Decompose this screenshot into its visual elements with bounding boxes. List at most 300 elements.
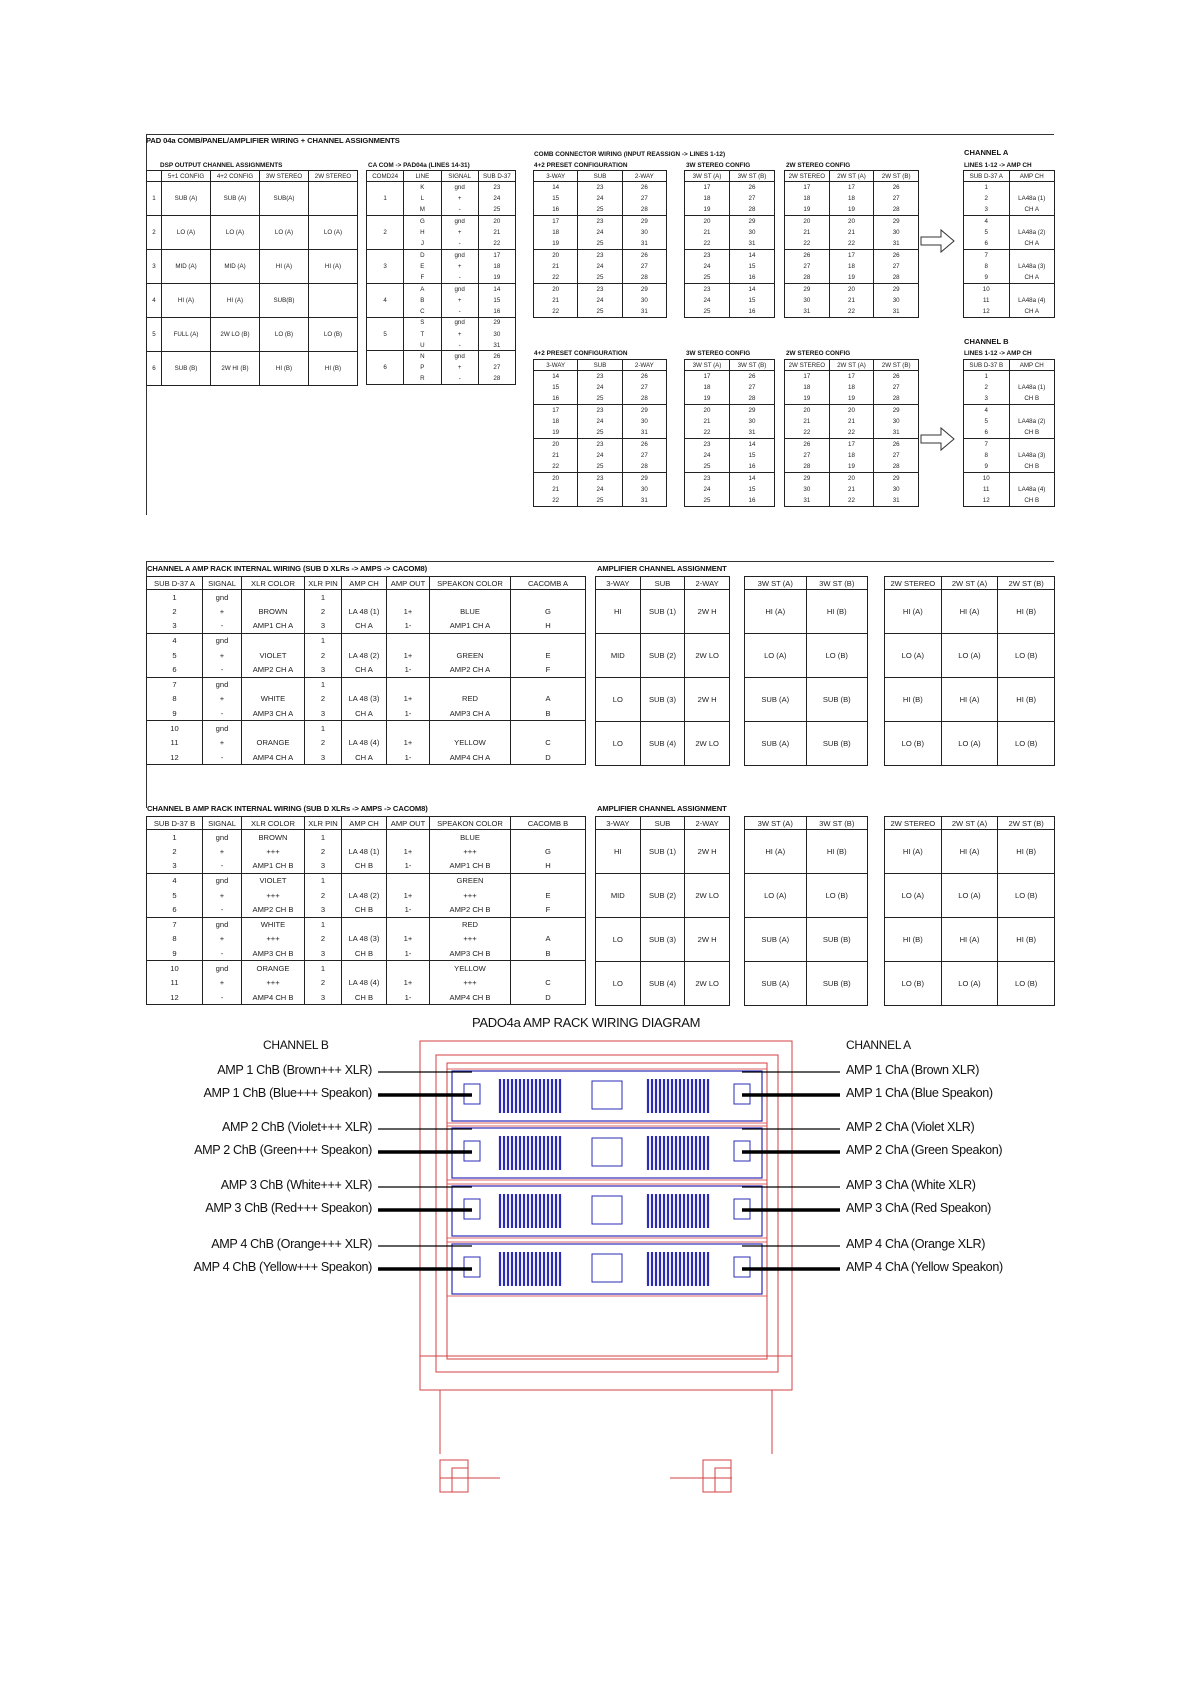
table-cell: 23 [578, 250, 622, 261]
table-cell: LO (A) [309, 216, 358, 250]
table-cell: 7 [964, 250, 1010, 261]
table-cell: LA 48 (1) [342, 844, 387, 859]
group-number: 1 [367, 182, 404, 216]
table-cell: 23 [578, 182, 622, 193]
table-cell: 2W LO (B) [211, 318, 260, 352]
table-cell: 31 [478, 340, 515, 351]
table-cell: 23 [578, 472, 622, 483]
table-cell: LO [596, 678, 641, 722]
table-cell: U [404, 340, 441, 351]
table-cell: 20 [829, 405, 874, 416]
table-cell: SUB (A) [162, 182, 211, 216]
table-cell: 2W LO [685, 634, 730, 678]
table-cell: 31 [874, 427, 919, 438]
table-cell: 28 [874, 204, 919, 215]
column-header: SIGNAL [441, 171, 478, 182]
table-cell: 28 [622, 204, 666, 215]
wire-label: AMP 2 ChA (Green Speakon) [846, 1143, 1003, 1157]
table-cell: LA 48 (3) [342, 932, 387, 947]
table-cell: AMP2 CH A [242, 662, 305, 677]
table-cell: 17 [785, 371, 830, 382]
table-cell: 19 [785, 393, 830, 404]
table-cell: 19 [829, 393, 874, 404]
table-cell: 14 [534, 371, 578, 382]
table-cell: LO (A) [885, 874, 942, 918]
table-cell: 27 [874, 450, 919, 461]
cacom-title: CA COM -> PAD04a (LINES 14-31) [368, 162, 470, 169]
table-cell: B [511, 706, 586, 721]
table-cell: YELLOW [430, 735, 511, 750]
table-cell: 14 [730, 283, 775, 294]
table-cell: SUB (1) [640, 830, 685, 874]
table-cell: 23 [685, 250, 730, 261]
table-cell: 22 [829, 306, 874, 317]
table-cell: 30 [730, 227, 775, 238]
channel-a-heading: CHANNEL A [964, 148, 1009, 157]
table-cell: 31 [874, 495, 919, 506]
table-cell: 23 [578, 283, 622, 294]
table-cell: AMP1 CH A [242, 619, 305, 634]
table-cell: 16 [478, 306, 515, 317]
table-cell: 14 [730, 250, 775, 261]
table-cell: LA48a (2) [1009, 227, 1055, 238]
table-cell: LA 48 (1) [342, 604, 387, 619]
table-cell: L [404, 193, 441, 204]
table-cell: RED [430, 917, 511, 932]
table-cell: 26 [874, 250, 919, 261]
table-cell: 31 [730, 238, 775, 249]
table-cell: HI (A) [211, 284, 260, 318]
table-cell: 1 [147, 182, 162, 216]
column-header: 2W ST (A) [941, 817, 998, 830]
table-cell: MID (A) [162, 250, 211, 284]
table-cell: 6 [147, 902, 203, 917]
table-cell: 3 [305, 706, 342, 721]
table-cell: HI (A) [260, 250, 309, 284]
table-cell: - [441, 306, 478, 317]
table-cell: 21 [534, 450, 578, 461]
table-cell: HI [596, 590, 641, 634]
table-cell: 17 [685, 371, 730, 382]
table-cell: - [203, 946, 242, 961]
column-header: 2-WAY [622, 360, 666, 371]
table-cell: 23 [578, 439, 622, 450]
table-cell: HI (B) [998, 590, 1055, 634]
table-cell: LO (B) [309, 318, 358, 352]
table-cell: 5 [147, 888, 203, 903]
wire-label: AMP 4 ChB (Yellow+++ Speakon) [193, 1260, 372, 1274]
table-cell: 15 [730, 295, 775, 306]
table-cell: 29 [622, 405, 666, 416]
table-cell: 3 [147, 859, 203, 874]
table-cell: CH B [342, 902, 387, 917]
wire-label: AMP 3 ChB (White+++ XLR) [220, 1178, 372, 1192]
column-header: XLR COLOR [242, 577, 305, 590]
column-header: SUB [578, 360, 622, 371]
table-cell: AMP1 CH A [430, 619, 511, 634]
column-header: 3W ST (A) [685, 171, 730, 182]
lines-b-title: LINES 1-12 -> AMP CH [964, 350, 1032, 357]
table-cell: 22 [785, 427, 830, 438]
table-cell: 20 [534, 472, 578, 483]
table-cell: 26 [622, 371, 666, 382]
table-cell: - [441, 272, 478, 283]
column-header: COMD24 [367, 171, 404, 182]
table-cell: 18 [829, 261, 874, 272]
table-cell: 1+ [387, 888, 430, 903]
table-cell: F [404, 272, 441, 283]
column-header: CACOMB A [511, 577, 586, 590]
table-cell: 1 [305, 633, 342, 648]
table-cell: 1- [387, 750, 430, 765]
table-cell: 2 [305, 692, 342, 707]
table-cell: 15 [534, 382, 578, 393]
table-cell: +++ [242, 844, 305, 859]
table-cell: 19 [829, 204, 874, 215]
table-cell: D [404, 249, 441, 260]
column-header: 3W STEREO [260, 171, 309, 182]
table-cell: RED [430, 692, 511, 707]
column-header: 3W ST (A) [685, 360, 730, 371]
table-cell: 6 [964, 427, 1010, 438]
table-cell: +++ [242, 975, 305, 990]
table-cell: 31 [785, 495, 830, 506]
table-cell: 1- [387, 859, 430, 874]
connector-icon [464, 1257, 480, 1277]
table-cell: 27 [730, 193, 775, 204]
table-cell: 30 [874, 484, 919, 495]
table-cell: LO (A) [211, 216, 260, 250]
table-cell: 3 [305, 859, 342, 874]
connector-icon [734, 1257, 750, 1277]
table-cell: gnd [441, 249, 478, 260]
table-cell: 16 [730, 461, 775, 472]
table-cell: 29 [730, 405, 775, 416]
column-header: AMP CH [342, 817, 387, 830]
table-cell: 27 [622, 382, 666, 393]
table-cell: - [441, 238, 478, 249]
table-cell: - [203, 990, 242, 1005]
table-cell: SUB (A) [745, 678, 807, 722]
table-cell: 26 [478, 351, 515, 362]
table-cell: 21 [478, 227, 515, 238]
arrow-icon [921, 428, 954, 450]
table-cell: 20 [534, 283, 578, 294]
table-cell: MID [596, 874, 641, 918]
table-cell: CH A [1009, 306, 1055, 317]
page-title: PAD 04a COMB/PANEL/AMPLIFIER WIRING + CHANNEL ASSIGNMENTS [146, 136, 400, 145]
table-cell: B [404, 294, 441, 305]
table-cell: 27 [622, 261, 666, 272]
table-cell: LO (B) [806, 634, 868, 678]
table-cell: HI (B) [885, 918, 942, 962]
column-header: 2W ST (B) [874, 171, 919, 182]
table-cell: 20 [829, 472, 874, 483]
table-cell: 5 [147, 318, 162, 352]
column-header: SIGNAL [203, 577, 242, 590]
table-cell: LO (A) [745, 874, 807, 918]
wire-label: AMP 3 ChA (White XLR) [846, 1178, 976, 1192]
table-cell: 26 [785, 250, 830, 261]
table-cell: 17 [829, 439, 874, 450]
table-cell: D [511, 990, 586, 1005]
table-cell: 25 [578, 461, 622, 472]
table-cell: 21 [685, 227, 730, 238]
table-cell: 14 [534, 182, 578, 193]
table-cell: 18 [785, 193, 830, 204]
table-cell: 5 [964, 416, 1010, 427]
column-header: 3W ST (B) [806, 817, 868, 830]
table-cell: 18 [685, 193, 730, 204]
table-cell: gnd [203, 830, 242, 845]
table-cell: LO [596, 722, 641, 766]
table-cell: R [404, 374, 441, 385]
table-cell: 20 [534, 250, 578, 261]
table-cell: 16 [730, 495, 775, 506]
table-cell: AMP3 CH B [242, 946, 305, 961]
wire-label: AMP 4 ChB (Orange+++ XLR) [211, 1237, 372, 1251]
table-cell: 4 [964, 216, 1010, 227]
diagram-title: PADO4a AMP RACK WIRING DIAGRAM [472, 1015, 701, 1030]
table-cell: + [441, 362, 478, 373]
table-cell: gnd [203, 677, 242, 692]
table-cell: M [404, 204, 441, 215]
table-cell: SUB (A) [745, 962, 807, 1006]
table-cell: 20 [534, 439, 578, 450]
display-icon [592, 1081, 622, 1109]
table-cell: 28 [622, 393, 666, 404]
table-cell: HI (A) [941, 918, 998, 962]
table-cell: 21 [785, 227, 830, 238]
column-header: 2W STEREO [785, 171, 830, 182]
table-cell: AMP2 CH B [242, 902, 305, 917]
table-cell: 25 [685, 306, 730, 317]
table-cell: 1- [387, 902, 430, 917]
table-cell: 25 [578, 393, 622, 404]
table-cell: LO (B) [998, 722, 1055, 766]
table-cell: 28 [622, 272, 666, 283]
table-cell: SUB(A) [260, 182, 309, 216]
rack-a-title: CHANNEL A AMP RACK INTERNAL WIRING (SUB D XLRs -> AMPS -> CACOM8) [147, 564, 428, 573]
column-header: SUB D-37 A [147, 577, 203, 590]
table-cell: SUB (B) [162, 352, 211, 386]
table-cell: CH B [1009, 427, 1055, 438]
table-cell: 3 [147, 250, 162, 284]
table-cell: 22 [478, 238, 515, 249]
table-cell: - [203, 619, 242, 634]
column-header: SPEAKON COLOR [430, 577, 511, 590]
table-cell: 2 [964, 382, 1010, 393]
column-header: 3W ST (B) [730, 360, 775, 371]
table-cell: 20 [685, 216, 730, 227]
table-cell: 24 [578, 261, 622, 272]
table-cell: HI (A) [885, 590, 942, 634]
rack-b-title: CHANNEL B AMP RACK INTERNAL WIRING (SUB D XLRs -> AMPS -> CACOM8) [147, 804, 428, 813]
wire-label: AMP 2 ChB (Violet+++ XLR) [221, 1120, 372, 1134]
table-cell: 7 [147, 917, 203, 932]
table-cell: + [203, 844, 242, 859]
table-cell: 30 [622, 295, 666, 306]
table-cell: HI (A) [162, 284, 211, 318]
column-header: AMP OUT [387, 577, 430, 590]
table-cell: 8 [964, 261, 1010, 272]
column-header: SUB D-37 [478, 171, 515, 182]
column-header: SUB [640, 817, 685, 830]
table-cell: 29 [478, 317, 515, 328]
table-cell: LA 48 (3) [342, 692, 387, 707]
table-cell: 29 [730, 216, 775, 227]
lower-3w-title: 3W STEREO CONFIG [686, 350, 751, 357]
table-cell: +++ [430, 844, 511, 859]
table-cell: LO (A) [745, 634, 807, 678]
wire-label: AMP 1 ChA (Blue Speakon) [846, 1086, 993, 1100]
table-cell: 20 [478, 215, 515, 226]
column-header: XLR COLOR [242, 817, 305, 830]
table-cell: 29 [874, 405, 919, 416]
table-cell: +++ [430, 888, 511, 903]
table-cell: + [441, 261, 478, 272]
table-cell: 25 [578, 306, 622, 317]
table-cell: 1 [305, 721, 342, 736]
table-cell: 3 [305, 902, 342, 917]
column-header: 3-WAY [596, 817, 641, 830]
column-header: AMP CH [1009, 171, 1055, 182]
table-cell: 17 [478, 249, 515, 260]
lines-a-title: LINES 1-12 -> AMP CH [964, 162, 1032, 169]
table-cell: 16 [730, 272, 775, 283]
table-cell: 26 [622, 439, 666, 450]
group-number: 6 [367, 351, 404, 385]
table-cell: 17 [829, 371, 874, 382]
table-cell: 15 [730, 450, 775, 461]
table-cell: 25 [685, 461, 730, 472]
table-cell: 18 [685, 382, 730, 393]
upper-3w-title: 3W STEREO CONFIG [686, 162, 751, 169]
table-cell: 1+ [387, 648, 430, 663]
table-cell: 21 [829, 227, 874, 238]
table-cell: 21 [785, 416, 830, 427]
table-cell: SUB (A) [745, 722, 807, 766]
table-cell: HI (B) [998, 830, 1055, 874]
table-cell: HI (A) [941, 678, 998, 722]
table-cell: 20 [829, 283, 874, 294]
table-cell: 21 [829, 295, 874, 306]
table-cell: 1- [387, 706, 430, 721]
table-cell: gnd [203, 917, 242, 932]
table-cell: 11 [147, 975, 203, 990]
table-cell: + [203, 692, 242, 707]
table-cell: 15 [730, 261, 775, 272]
table-cell: 20 [785, 216, 830, 227]
table-cell: 22 [829, 238, 874, 249]
table-cell: 2 [305, 932, 342, 947]
table-cell: 3 [305, 946, 342, 961]
column-header: 2-WAY [622, 171, 666, 182]
table-cell: 8 [964, 450, 1010, 461]
table-cell: 26 [622, 250, 666, 261]
table-cell: 31 [785, 306, 830, 317]
table-cell: gnd [441, 215, 478, 226]
table-cell: WHITE [242, 692, 305, 707]
table-cell: 2 [964, 193, 1010, 204]
wire-label: AMP 3 ChA (Red Speakon) [846, 1201, 992, 1215]
table-cell: 25 [685, 495, 730, 506]
table-cell: 22 [534, 306, 578, 317]
table-cell: 2W LO [685, 722, 730, 766]
table-cell: AMP4 CH A [430, 750, 511, 765]
table-cell: 29 [622, 216, 666, 227]
table-cell: 2W LO [685, 874, 730, 918]
table-cell: 22 [534, 461, 578, 472]
table-cell: - [203, 750, 242, 765]
table-cell: 17 [829, 182, 874, 193]
table-cell: + [441, 193, 478, 204]
table-cell: 12 [147, 750, 203, 765]
table-cell: 3 [305, 619, 342, 634]
table-cell: 21 [829, 416, 874, 427]
table-cell: - [203, 662, 242, 677]
table-cell: 20 [829, 216, 874, 227]
table-cell: WHITE [242, 917, 305, 932]
table-cell: CH B [342, 946, 387, 961]
table-cell: 1+ [387, 975, 430, 990]
table-cell: - [441, 340, 478, 351]
table-cell: - [441, 204, 478, 215]
table-cell: 26 [874, 439, 919, 450]
table-cell: 1 [305, 917, 342, 932]
column-header: AMP OUT [387, 817, 430, 830]
table-cell: +++ [430, 975, 511, 990]
column-header: 3W ST (A) [745, 817, 807, 830]
table-cell: gnd [441, 182, 478, 193]
column-header: 4+2 CONFIG [211, 171, 260, 182]
table-cell: 2 [147, 844, 203, 859]
table-cell: 2W H [685, 678, 730, 722]
table-cell: LA48a (1) [1009, 193, 1055, 204]
table-cell: 24 [685, 484, 730, 495]
table-cell: - [203, 706, 242, 721]
table-cell: 30 [874, 416, 919, 427]
table-cell: CH B [1009, 495, 1055, 506]
table-cell: 5 [964, 227, 1010, 238]
table-cell: 29 [785, 472, 830, 483]
table-cell: 30 [874, 227, 919, 238]
table-cell: 30 [785, 295, 830, 306]
table-cell: 19 [829, 272, 874, 283]
table-cell: LO [596, 962, 641, 1006]
table-cell: 19 [534, 427, 578, 438]
wire-label: AMP 3 ChB (Red+++ Speakon) [205, 1201, 372, 1215]
table-cell: + [203, 888, 242, 903]
table-cell: SUB (A) [211, 182, 260, 216]
column-header: SUB D-37 B [147, 817, 203, 830]
upper-preset-title: 4+2 PRESET CONFIGURATION [534, 162, 628, 169]
table-cell: 29 [622, 472, 666, 483]
table-cell: 31 [622, 306, 666, 317]
table-cell: 2 [305, 888, 342, 903]
column-header: 2W STEREO [309, 171, 358, 182]
table-cell: 2W H [685, 830, 730, 874]
table-cell: P [404, 362, 441, 373]
table-cell: 24 [578, 382, 622, 393]
table-cell: 2 [305, 604, 342, 619]
table-cell: 25 [478, 204, 515, 215]
table-cell: F [511, 662, 586, 677]
table-cell: 28 [622, 461, 666, 472]
table-cell: ORANGE [242, 961, 305, 976]
table-cell: G [511, 604, 586, 619]
table-cell: 20 [685, 405, 730, 416]
